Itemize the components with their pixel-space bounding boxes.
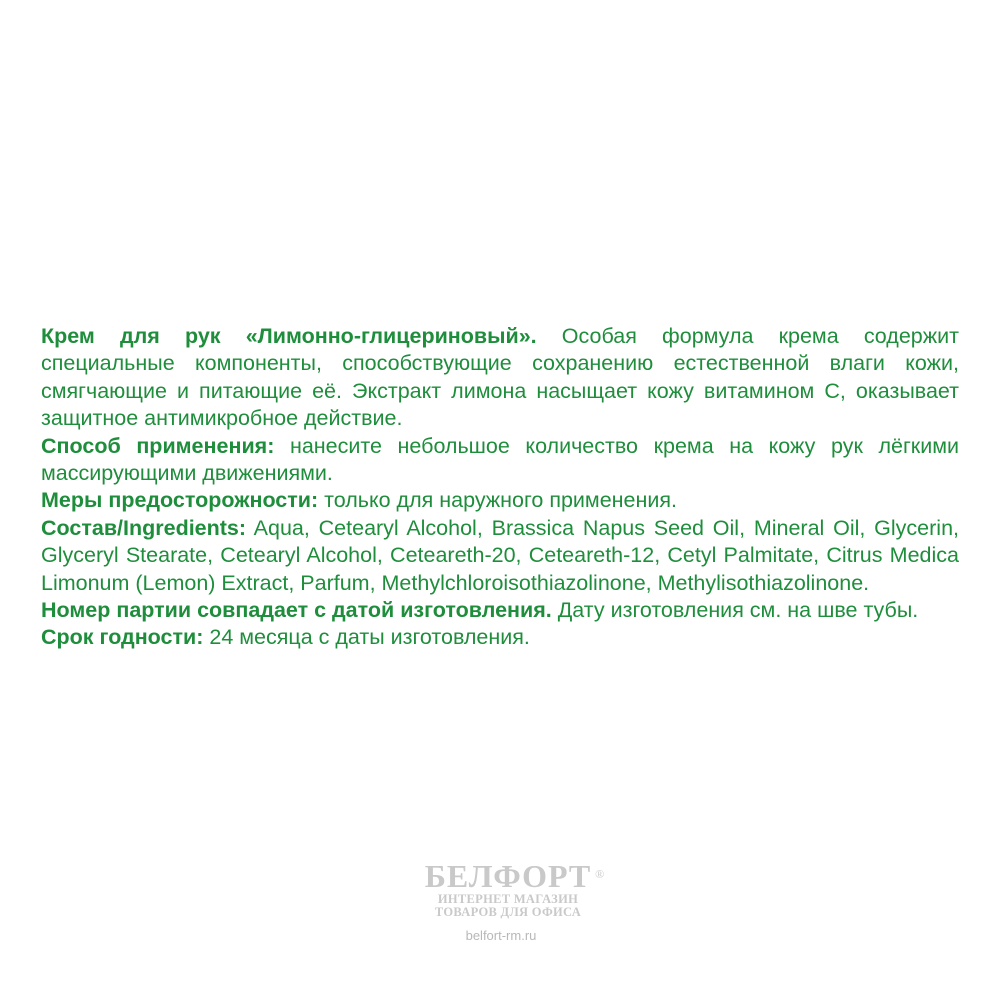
usage-text: нанесите небольшое количество крема на кожу рук лёгкими массирующими движениями. (41, 433, 959, 486)
product-description (41, 323, 959, 652)
precautions-paragraph (41, 487, 959, 514)
watermark-line-2: ТОВАРОВ ДЛЯ ОФИСА (434, 905, 582, 919)
usage-paragraph (41, 433, 959, 488)
shelf-life-label: Срок годности: (41, 625, 204, 650)
shelf-life-paragraph (41, 624, 959, 651)
batch-text: Дату изготовления см. на шве тубы. (551, 598, 919, 623)
ingredients-label: Состав/Ingredients: (41, 515, 247, 540)
batch-label: Номер партии совпадает с датой изготовления. (41, 598, 552, 623)
intro-paragraph (41, 323, 959, 433)
watermark-brand-text: БЕЛФОРТ (424, 858, 592, 894)
watermark-brand (424, 858, 606, 894)
precautions-label: Меры предосторожности: (41, 488, 319, 513)
batch-paragraph (41, 597, 959, 624)
watermark-line-1: ИНТЕРНЕТ МАГАЗИН (437, 892, 579, 906)
watermark-logo (408, 860, 608, 918)
ingredients-paragraph (41, 515, 959, 597)
registered-mark: ® (595, 867, 606, 881)
usage-label: Способ применения: (41, 433, 275, 458)
shelf-life-text: 24 месяца с даты изготовления. (203, 625, 530, 650)
watermark-url: belfort-rm.ru (465, 928, 537, 943)
precautions-text: только для наружного применения. (318, 488, 677, 513)
ingredients-text: Aqua, Cetearyl Alcohol, Brassica Napus Seed Oil, Mineral Oil, Glycerin, Glyceryl Stearate, Cetearyl Alcohol, Ceteareth-20, Ceteareth-12, Cetyl Palmitate, Citrus Medica Limonum (Lemon) Extract, Parfum, Methylchloroisothiazolinone, Methylisothiazolinone. (41, 515, 959, 595)
intro-text: Особая формула крема содержит специальные компоненты, способствующие сохранению естественной влаги кожи, смягчающие и питающие её. Экстракт лимона насыщает кожу витамином С, оказывает защитное антимикробное действие. (41, 324, 959, 431)
product-name: Крем для рук «Лимонно-глицериновый». (41, 324, 537, 348)
